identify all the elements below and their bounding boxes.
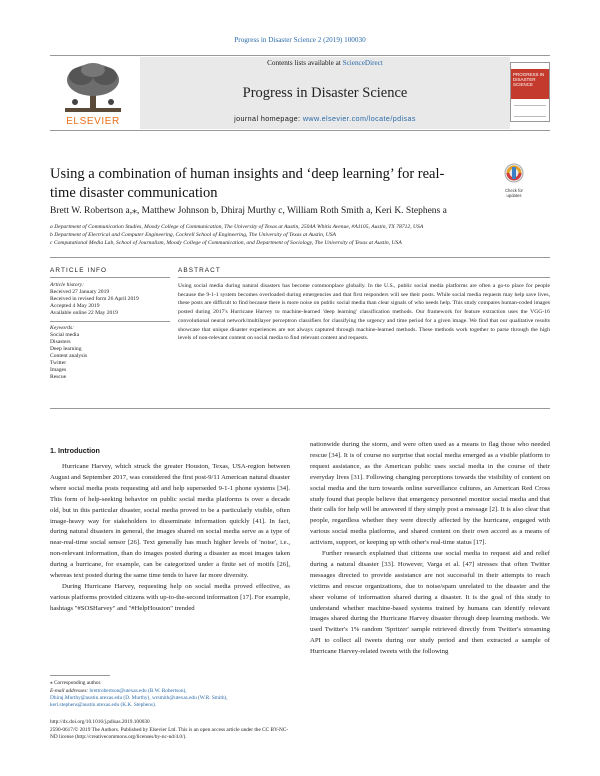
article-title: Using a combination of human insights and ‘deep learning’ for real-time disaster communication: [50, 166, 445, 201]
keywords-label: Keywords:: [50, 325, 75, 331]
history-item: Available online 22 May 2019: [50, 310, 118, 316]
section-heading-introduction: 1. Introduction: [50, 446, 100, 455]
article-history: [50, 282, 170, 317]
license-statement: 2590-0617/© 2019 The Authors. Published by Elsevier Ltd. This is an open access article under the CC BY-NC-ND license (http://creativecommons.org/licenses/by-nc-nd/4.0/).: [50, 727, 289, 741]
crossmark-label: Check for updates: [505, 188, 523, 198]
history-item: Received in revised form 26 April 2019: [50, 296, 139, 302]
paragraph: Further research explained that citizens use social media to request aid and relief during a natural disaster [33]. However, Varga et al. [47] stresses that often Twitter messages directed to provide assistance are not successful in their attempts to reach victims and rescue organizations, due to noise/spam unrelated to the disaster and the sheer volume of information shared during a disaster. It is the goal of this study to understand whether machine-based systems trained by humans can identify relevant images shared during the Hurricane Harvey disaster through deep learning methods. We used Twitter's 1% random 'Spritzer' sample retrieved directly from Twitter's streaming API to collect all tweets during our study period and then extracted a sample of Hurricane Harvey-related tweets with the following: [310, 550, 550, 656]
affiliation-a: a Department of Communication Studies, Moody College of Communication, The University of Texas at Austin, 2504A Whitis Avenue, #A1105, Austin, TX 78712, USA: [50, 224, 424, 230]
contents-line: [140, 59, 510, 67]
divider: [50, 277, 170, 278]
publisher-wordmark: ELSEVIER: [66, 116, 120, 127]
contents-prefix: Contents lists available at: [267, 59, 343, 67]
keywords: [50, 325, 170, 381]
paragraph: During Hurricane Harvey, requesting help on social media proved effective, as various platforms provided citizens with up-to-the-second information [17]. For example, hashtags "#SOSHarvey" and "#HelpHouston" trended: [50, 583, 290, 612]
keyword: Content analysis: [50, 353, 88, 359]
crossmark-badge[interactable]: [498, 162, 530, 198]
email-label: E-mail addresses:: [50, 688, 89, 694]
cover-title: PROGRESS IN DISASTER SCIENCE: [513, 72, 545, 87]
cover-decoration: [514, 105, 546, 117]
history-item: Accepted 4 May 2019: [50, 303, 100, 309]
journal-reference[interactable]: Progress in Disaster Science 2 (2019) 100030: [234, 36, 366, 44]
email-addresses: [50, 688, 290, 710]
keyword: Deep learning: [50, 346, 82, 352]
keyword: Rescue: [50, 374, 67, 380]
affiliation-c: c Computational Media Lab, School of Journalism, Moody College of Communication, and Department of Sociology, The University of Texas at Austin, USA: [50, 240, 402, 246]
keyword: Social media: [50, 332, 80, 338]
history-item: Received 27 January 2019: [50, 289, 110, 295]
article-info-heading: ARTICLE INFO: [50, 267, 108, 274]
email-link[interactable]: Dhiraj.Murthy@austin.utexas.edu (D. Murthy), wrsmith@utexas.edu (W.R. Smith),: [50, 695, 228, 702]
email-link[interactable]: brettrobertson@utexas.edu (B.W. Robertson),: [89, 688, 187, 694]
affiliation-b: b Department of Electrical and Computer Engineering, Cockrell School of Engineering, The University of Texas at Austin, USA: [50, 232, 336, 238]
abstract-text: Using social media during natural disasters has become commonplace globally. In the U.S., public social media platforms are often a go-to place for people because the 9-1-1 system becomes overloaded during emergencies and that first responders will see their posts. While social media requests may help save lives, these posts are difficult to find because there is more noise on public social media than clear signals of who needs help. This study compares human-coded images posted during 2017's Hurricane Harvey to machine-learned 'deep learning' classification methods. Our framework for feature extraction uses the VGG-16 convolutional neural network/multilayer perceptron classifiers for classifying the urgency and time period for a given image. We find that our qualitative results showcase that unique disaster experiences are not always captured through machine-learned methods. These methods work together to parse through the high levels of non-relevant content on social media to find relevant content and requests.: [178, 283, 550, 342]
email-link[interactable]: keri.stephens@austin.utexas.edu (K.K. Stephens).: [50, 702, 157, 709]
journal-title: Progress in Disaster Science: [242, 85, 408, 101]
footnote-rule: [50, 675, 110, 676]
divider: [50, 257, 550, 258]
keyword: Twitter: [50, 360, 67, 366]
paragraph: Hurricane Harvey, which struck the greater Houston, Texas, USA-region between August and September 2017, was considered the first post-9/11 American natural disaster where social media posts requesting aid and help superseded 9-1-1 phone systems [34]. This form of help-seeking behavior on public social media platforms is over a decade old, but in this particular disaster, social media proved to be a particularly visible, often image-heavy way for stakeholders to disseminate information quickly [41]. In fact, during natural disasters in general, the images shared on social media serve as a type of near-real-time social sensor [26]. Text generally has much higher levels of 'noise', i.e., non-relevant information, than do images posted during a disaster as most images taken during a hurricane, for example, can be categorized under a finite set of motifs [26], whereas text posted during the same time tends to have far more diversity.: [50, 463, 290, 580]
divider: [178, 277, 550, 278]
homepage-prefix: journal homepage:: [234, 114, 303, 123]
keyword: Images: [50, 367, 67, 373]
paragraph: nationwide during the storm, and were often used as a means to flag those who needed rescue [34]. It is of course no surprise that social media emerged as a visible platform to request assistance, as the American public uses social media in the course of their everyday lives [31]. Following changing perceptions towards the visibility of content on social media and the turn towards online surveillance cultures, an American Red Cross study found that people believe that emergency personnel monitor social media and that their calls for help will be answered if they simply post a message [2]. It is also clear that people, regardless whether they were directly affected by the hurricane, engaged with various social media platforms, and shared content on their own accord as a means of activism, support, or keeping up with other's real-time status [17].: [310, 441, 550, 547]
corresponding-author-note: ⁎ Corresponding author.: [50, 680, 102, 686]
author-list: Brett W. Robertson a,⁎, Matthew Johnson b, Dhiraj Murthy c, William Roth Smith a, Keri K. Stephens a: [50, 206, 447, 216]
elsevier-logo: [55, 60, 131, 128]
doi-link[interactable]: http://dx.doi.org/10.1016/j.pdisas.2019.100030: [50, 719, 150, 725]
divider: [50, 321, 170, 322]
divider: [50, 408, 550, 409]
journal-homepage: [140, 114, 510, 123]
homepage-link[interactable]: www.elsevier.com/locate/pdisas: [302, 114, 416, 123]
sciencedirect-link[interactable]: ScienceDirect: [342, 59, 383, 67]
history-label: Article history:: [50, 282, 85, 288]
keyword: Disasters: [50, 339, 71, 345]
journal-cover-thumbnail: [510, 62, 550, 122]
abstract-heading: ABSTRACT: [178, 267, 221, 274]
elsevier-tree-icon: [63, 62, 123, 114]
crossmark-icon: [498, 162, 530, 184]
